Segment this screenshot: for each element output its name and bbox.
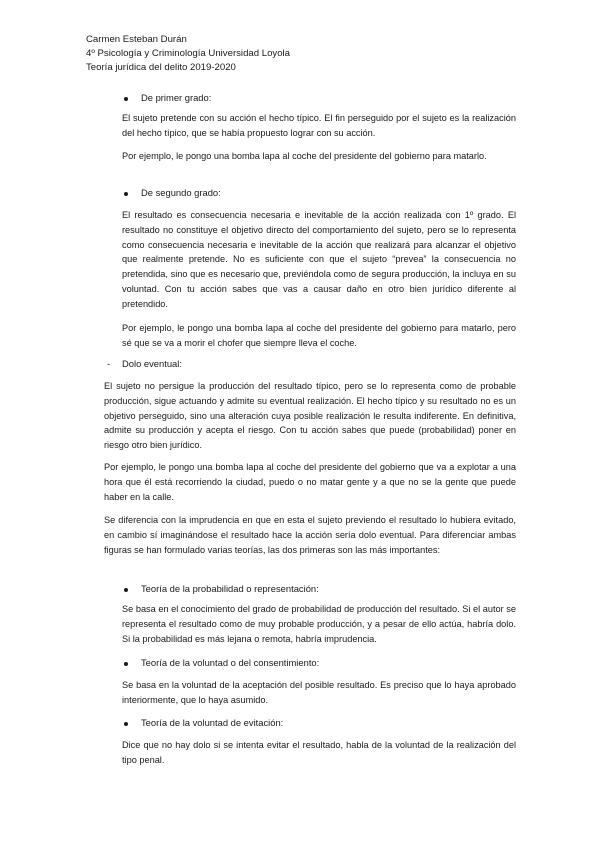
primer-grado-heading: De primer grado: <box>141 92 212 103</box>
teoria-probabilidad-heading: Teoría de la probabilidad o representación: <box>141 583 319 594</box>
author-name: Carmen Esteban Durán <box>86 34 187 45</box>
segundo-grado-example: Por ejemplo, le pongo una bomba lapa al coche del presidente del gobierno para matarlo, pero sé que se va a morir el chofer que siempre lleva el coche. <box>122 323 516 348</box>
dolo-eventual-difference: Se diferencia con la imprudencia en que en esta el sujeto previendo el resultado lo hubiera evitado, en cambio sí imaginándose el resultado hace la acción sería dolo eventual. Para diferenciar ambas figuras se han formulado varias teorías, las dos primeras son las más importantes: <box>104 515 516 555</box>
bullet-dot-icon <box>124 192 128 196</box>
dolo-eventual-text: El sujeto no persigue la producción del resultado típico, pero se lo representa como de probable producción, sigue actuando y admite su eventual realización. El hecho típico y su resultado no es un objetivo perseguido, sino una alteración cuya posible realización le resulta indiferente. En definitiva, admite su producción y acepta el riesgo. Con tu acción sabes que puede (probabilidad) poner en riesgo otro bien jurídico. <box>104 381 516 451</box>
document-header <box>86 33 290 75</box>
course-line: 4º Psicología y Criminología Universidad Loyola <box>86 48 291 59</box>
teoria-consentimiento-text: Se basa en la voluntad de la aceptación del posible resultado. Es preciso que lo haya aprobado interiormente, que lo haya asumido. <box>122 680 516 705</box>
dolo-eventual-example: Por ejemplo, le pongo una bomba lapa al coche del presidente del gobierno que va a explotar a una hora que él está recorriendo la ciudad, puedo o no matar gente y a que no se la gente que puede haber en la calle. <box>104 462 516 502</box>
bullet-dot-icon <box>124 588 128 592</box>
teoria-consentimiento-heading: Teoría de la voluntad o del consentimiento: <box>141 657 320 668</box>
teoria-evitacion-heading: Teoría de la voluntad de evitación: <box>141 717 284 728</box>
segundo-grado-text: El resultado es consecuencia necesaria e inevitable de la acción realizada con 1º grado. El resultado no constituye el objetivo directo del comportamiento del sujeto, pero se lo representa como consecuencia necesaria e inevitable de la acción que realizará para alcanzar el objetivo que realmente pretende. No es suficiente con que el sujeto “prevea” la consecuencia no pretendida, sino que es necesario que, previéndola como de segura producción, la incluya en su voluntad. Con tu acción sabes que vas a causar daño en otro bien jurídico diferente al pretendido. <box>122 210 516 309</box>
bullet-dot-icon <box>124 662 128 666</box>
primer-grado-text: El sujeto pretende con su acción el hecho típico. El fin perseguido por el sujeto es la realización del hecho típico, que se había propuesto lograr con su acción. <box>122 113 516 138</box>
teoria-evitacion-text: Dice que no hay dolo si se intenta evitar el resultado, habla de la voluntad de la realización del tipo penal. <box>122 740 516 765</box>
dash-bullet-icon: - <box>107 358 111 369</box>
bullet-dot-icon <box>124 722 128 726</box>
bullet-dot-icon <box>124 97 128 101</box>
primer-grado-example: Por ejemplo, le pongo una bomba lapa al coche del presidente del gobierno para matarlo. <box>122 151 487 161</box>
teoria-probabilidad-text: Se basa en el conocimiento del grado de probabilidad de producción del resultado. Si el autor se representa el resultado como de muy probable producción, y a pesar de ello actúa, habría dolo. Si la probabilidad es más lejana o remota, habría imprudencia. <box>122 604 516 644</box>
subject-line: Teoría jurídica del delito 2019-2020 <box>86 62 236 73</box>
segundo-grado-heading: De segundo grado: <box>141 187 221 198</box>
dolo-eventual-heading: Dolo eventual: <box>122 358 182 369</box>
